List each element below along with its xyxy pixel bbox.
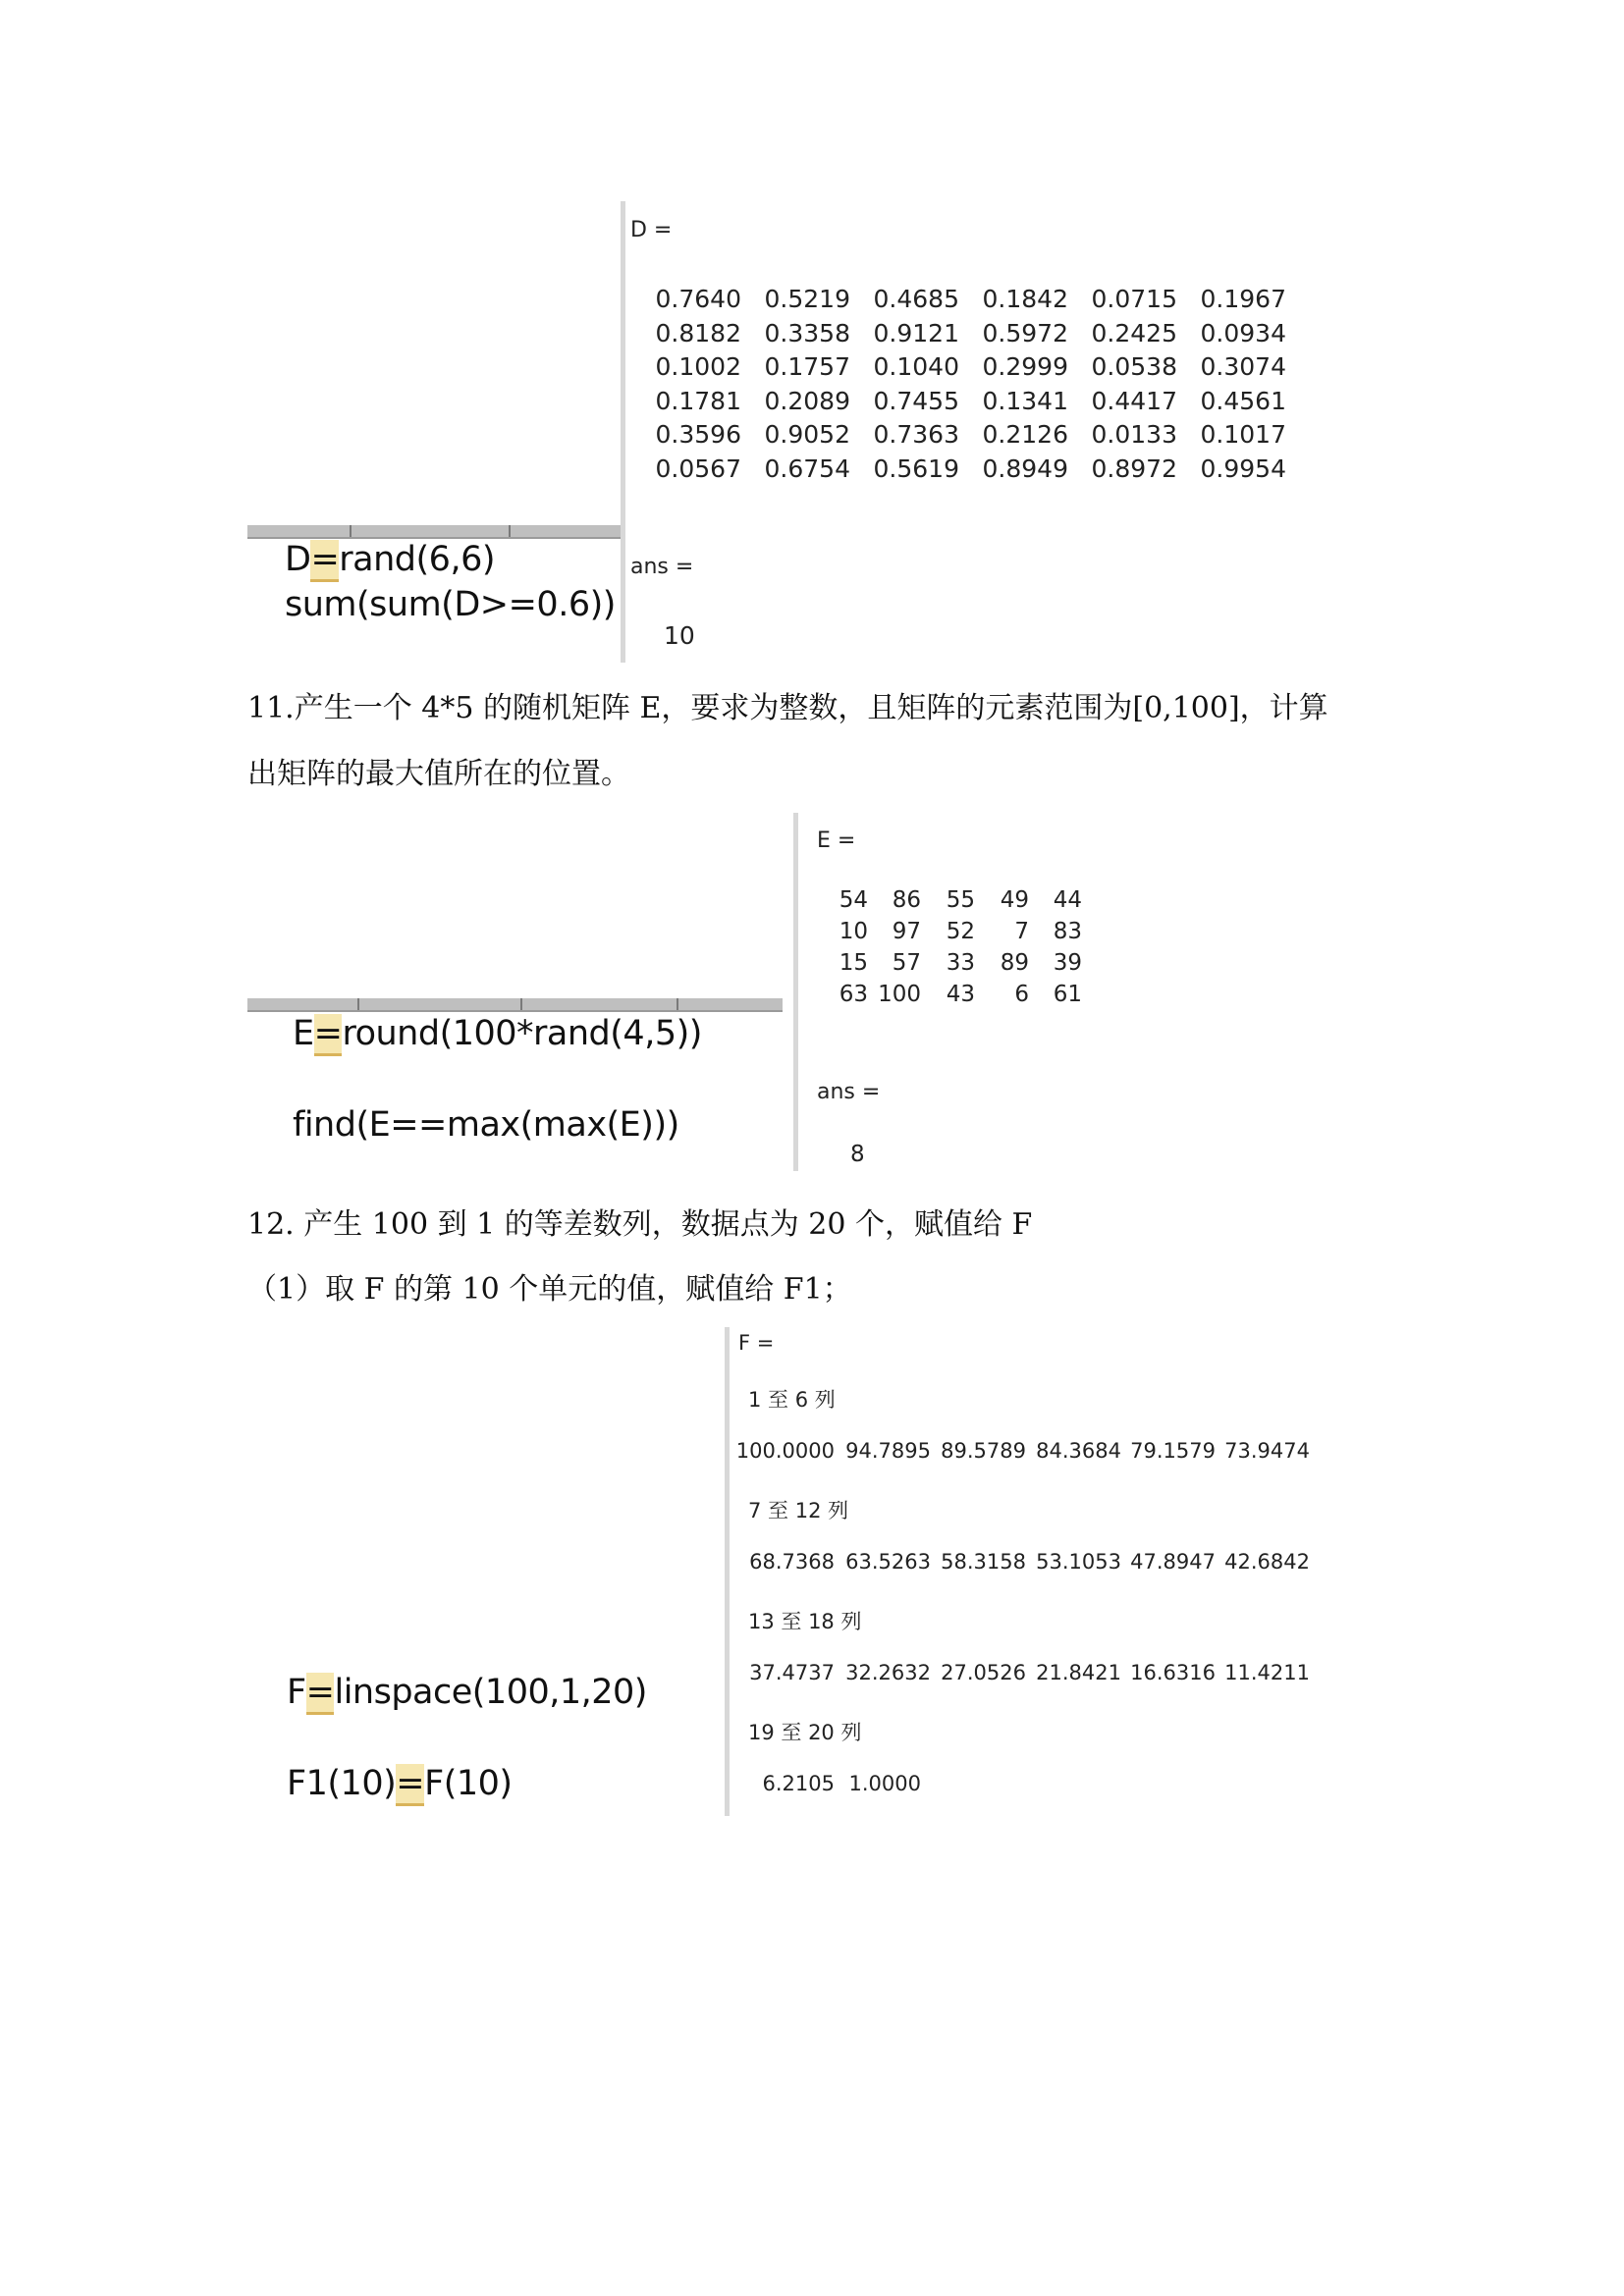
e-matrix-cell: 39 bbox=[1053, 950, 1082, 976]
d-matrix-cell: 0.3358 bbox=[764, 318, 850, 347]
d-matrix-cell: 0.2425 bbox=[1091, 318, 1177, 347]
d-matrix-cell: 0.7455 bbox=[873, 386, 959, 415]
q12-line1: 12. 产生 100 到 1 的等差数列，数据点为 20 个，赋值给 F bbox=[247, 1207, 1033, 1242]
d-matrix-row bbox=[630, 352, 1318, 386]
d-matrix bbox=[630, 285, 1318, 491]
f-value-cell: 68.7368 bbox=[749, 1550, 835, 1574]
d-matrix-cell: 0.0538 bbox=[1091, 352, 1177, 382]
d-matrix-cell: 0.5619 bbox=[873, 454, 959, 483]
d-matrix-cell: 0.3596 bbox=[655, 420, 741, 450]
e-matrix-cell: 52 bbox=[946, 919, 975, 944]
f-code-rest: linspace(100,1,20) bbox=[334, 1673, 647, 1712]
f-value-cell: 37.4737 bbox=[749, 1661, 835, 1684]
d-matrix-row bbox=[630, 387, 1318, 420]
f-value-cell: 27.0526 bbox=[941, 1661, 1026, 1684]
d-matrix-cell: 0.7640 bbox=[655, 285, 741, 313]
f-value-cell: 100.0000 bbox=[735, 1439, 835, 1463]
f-value-cell: 73.9474 bbox=[1224, 1439, 1310, 1463]
f-group-header: 19 至 20 列 bbox=[748, 1721, 862, 1744]
d-matrix-cell: 0.8182 bbox=[655, 318, 741, 347]
d-output-label: D = bbox=[630, 218, 673, 242]
f-code2-var: F1(10) bbox=[287, 1764, 397, 1803]
f-group-header: 7 至 12 列 bbox=[748, 1499, 849, 1522]
f-value-cell: 89.5789 bbox=[941, 1439, 1026, 1463]
f-groups bbox=[734, 1331, 1363, 1812]
e-matrix-cell: 43 bbox=[946, 982, 975, 1007]
e-matrix-cell: 100 bbox=[878, 982, 921, 1007]
d-matrix-cell: 0.9052 bbox=[764, 420, 850, 450]
d-matrix-cell: 0.0934 bbox=[1200, 318, 1286, 347]
d-matrix-cell: 0.0715 bbox=[1091, 285, 1177, 313]
f-code2-rest: F(10) bbox=[424, 1764, 513, 1803]
e-matrix-row bbox=[807, 919, 1219, 952]
f-value-cell: 84.3684 bbox=[1036, 1439, 1121, 1463]
e-code-var: E bbox=[293, 1014, 314, 1053]
d-editor-ruler bbox=[247, 525, 621, 539]
e-output-divider bbox=[793, 813, 798, 1171]
q11-line2: 出矩阵的最大值所在的位置。 bbox=[247, 757, 630, 791]
d-matrix-cell: 0.0567 bbox=[655, 454, 741, 483]
e-matrix-cell: 83 bbox=[1053, 919, 1082, 944]
e-matrix-cell: 86 bbox=[892, 887, 921, 913]
f-group-values bbox=[734, 1661, 1363, 1694]
f-value-cell: 53.1053 bbox=[1036, 1550, 1121, 1574]
e-matrix-cell: 33 bbox=[946, 950, 975, 976]
f-code-var: F bbox=[287, 1673, 306, 1712]
e-code-eq: = bbox=[314, 1014, 343, 1056]
d-code-line2: sum(sum(D>=0.6)) bbox=[285, 585, 616, 624]
f-code-eq: = bbox=[306, 1673, 335, 1715]
d-matrix-row bbox=[630, 454, 1318, 488]
e-matrix bbox=[807, 887, 1219, 1025]
d-matrix-row bbox=[630, 285, 1318, 318]
e-code-line2: find(E==max(max(E))) bbox=[293, 1105, 679, 1145]
d-matrix-cell: 0.1781 bbox=[655, 386, 741, 415]
f-value-cell: 47.8947 bbox=[1130, 1550, 1216, 1574]
d-matrix-cell: 0.1002 bbox=[655, 352, 741, 382]
d-matrix-cell: 0.7363 bbox=[873, 420, 959, 450]
d-matrix-cell: 0.3074 bbox=[1200, 352, 1286, 382]
f-value-cell: 1.0000 bbox=[848, 1772, 921, 1795]
f-group-values bbox=[734, 1439, 1363, 1472]
e-ans-label: ans = bbox=[817, 1080, 881, 1104]
f-value-cell: 21.8421 bbox=[1036, 1661, 1121, 1684]
f-output-divider bbox=[725, 1327, 730, 1816]
e-matrix-cell: 89 bbox=[1000, 950, 1029, 976]
d-matrix-cell: 0.1040 bbox=[873, 352, 959, 382]
d-matrix-cell: 0.8949 bbox=[982, 454, 1068, 483]
f-group-header: 1 至 6 列 bbox=[748, 1388, 836, 1412]
e-ans-value: 8 bbox=[850, 1142, 865, 1167]
d-matrix-cell: 0.6754 bbox=[764, 454, 850, 483]
d-matrix-cell: 0.1757 bbox=[764, 352, 850, 382]
d-matrix-cell: 0.5972 bbox=[982, 318, 1068, 347]
d-code-rest: rand(6,6) bbox=[339, 540, 495, 579]
d-ans-value: 10 bbox=[664, 621, 695, 650]
e-matrix-row bbox=[807, 982, 1219, 1015]
d-matrix-cell: 0.9121 bbox=[873, 318, 959, 347]
e-matrix-cell: 7 bbox=[1014, 919, 1029, 944]
d-matrix-row bbox=[630, 319, 1318, 352]
f-value-cell: 32.2632 bbox=[845, 1661, 931, 1684]
d-matrix-cell: 0.1842 bbox=[982, 285, 1068, 313]
d-code-eq: = bbox=[310, 540, 339, 582]
f-group-values bbox=[734, 1550, 1363, 1583]
e-code-rest: round(100*rand(4,5)) bbox=[342, 1014, 702, 1053]
f-value-cell: 11.4211 bbox=[1224, 1661, 1310, 1684]
d-matrix-cell: 0.2089 bbox=[764, 386, 850, 415]
e-matrix-cell: 55 bbox=[946, 887, 975, 913]
d-matrix-cell: 0.4685 bbox=[873, 285, 959, 313]
d-matrix-cell: 0.1341 bbox=[982, 386, 1068, 415]
q12-line2: （1）取 F 的第 10 个单元的值，赋值给 F1； bbox=[247, 1272, 852, 1307]
f-group-values bbox=[734, 1772, 1363, 1805]
f-code-line2 bbox=[287, 1764, 513, 1803]
e-editor-ruler bbox=[247, 998, 783, 1012]
e-matrix-cell: 61 bbox=[1053, 982, 1082, 1007]
e-matrix-cell: 6 bbox=[1014, 982, 1029, 1007]
f-output-panel bbox=[734, 1331, 1363, 1812]
f-value-cell: 16.6316 bbox=[1130, 1661, 1216, 1684]
d-matrix-cell: 0.4417 bbox=[1091, 386, 1177, 415]
d-matrix-cell: 0.1017 bbox=[1200, 420, 1286, 450]
d-matrix-cell: 0.4561 bbox=[1200, 386, 1286, 415]
d-matrix-cell: 0.9954 bbox=[1200, 454, 1286, 483]
e-matrix-cell: 54 bbox=[839, 887, 868, 913]
e-matrix-cell: 49 bbox=[1000, 887, 1029, 913]
e-output-panel bbox=[807, 823, 1219, 1171]
e-matrix-cell: 57 bbox=[892, 950, 921, 976]
f-code2-eq: = bbox=[396, 1764, 424, 1806]
d-matrix-cell: 0.8972 bbox=[1091, 454, 1177, 483]
q11-line1: 11.产生一个 4*5 的随机矩阵 E，要求为整数，且矩阵的元素范围为[0,100]，计算 bbox=[247, 691, 1328, 725]
f-group-header: 13 至 18 列 bbox=[748, 1610, 862, 1633]
e-output-label: E = bbox=[817, 828, 856, 853]
d-code-line1 bbox=[285, 540, 495, 579]
e-matrix-cell: 15 bbox=[839, 950, 868, 976]
d-matrix-cell: 0.5219 bbox=[764, 285, 850, 313]
f-value-cell: 58.3158 bbox=[941, 1550, 1026, 1574]
d-output-divider bbox=[621, 201, 625, 663]
e-matrix-cell: 97 bbox=[892, 919, 921, 944]
e-matrix-cell: 44 bbox=[1053, 887, 1082, 913]
d-matrix-row bbox=[630, 420, 1318, 454]
d-matrix-cell: 0.2126 bbox=[982, 420, 1068, 450]
d-ans-label: ans = bbox=[630, 555, 694, 579]
d-matrix-cell: 0.2999 bbox=[982, 352, 1068, 382]
f-code-line1 bbox=[287, 1673, 647, 1712]
e-matrix-cell: 10 bbox=[839, 919, 868, 944]
f-output-label: F = bbox=[738, 1331, 775, 1355]
d-code-var: D bbox=[285, 540, 311, 579]
d-output-panel bbox=[630, 211, 1318, 663]
f-value-cell: 6.2105 bbox=[762, 1772, 835, 1795]
d-matrix-cell: 0.1967 bbox=[1200, 285, 1286, 313]
f-value-cell: 42.6842 bbox=[1224, 1550, 1310, 1574]
f-value-cell: 94.7895 bbox=[845, 1439, 931, 1463]
e-code-line1 bbox=[293, 1014, 702, 1053]
e-matrix-row bbox=[807, 887, 1219, 921]
f-value-cell: 63.5263 bbox=[845, 1550, 931, 1574]
f-value-cell: 79.1579 bbox=[1130, 1439, 1216, 1463]
e-matrix-row bbox=[807, 950, 1219, 984]
d-matrix-cell: 0.0133 bbox=[1091, 420, 1177, 450]
e-matrix-cell: 63 bbox=[839, 982, 868, 1007]
